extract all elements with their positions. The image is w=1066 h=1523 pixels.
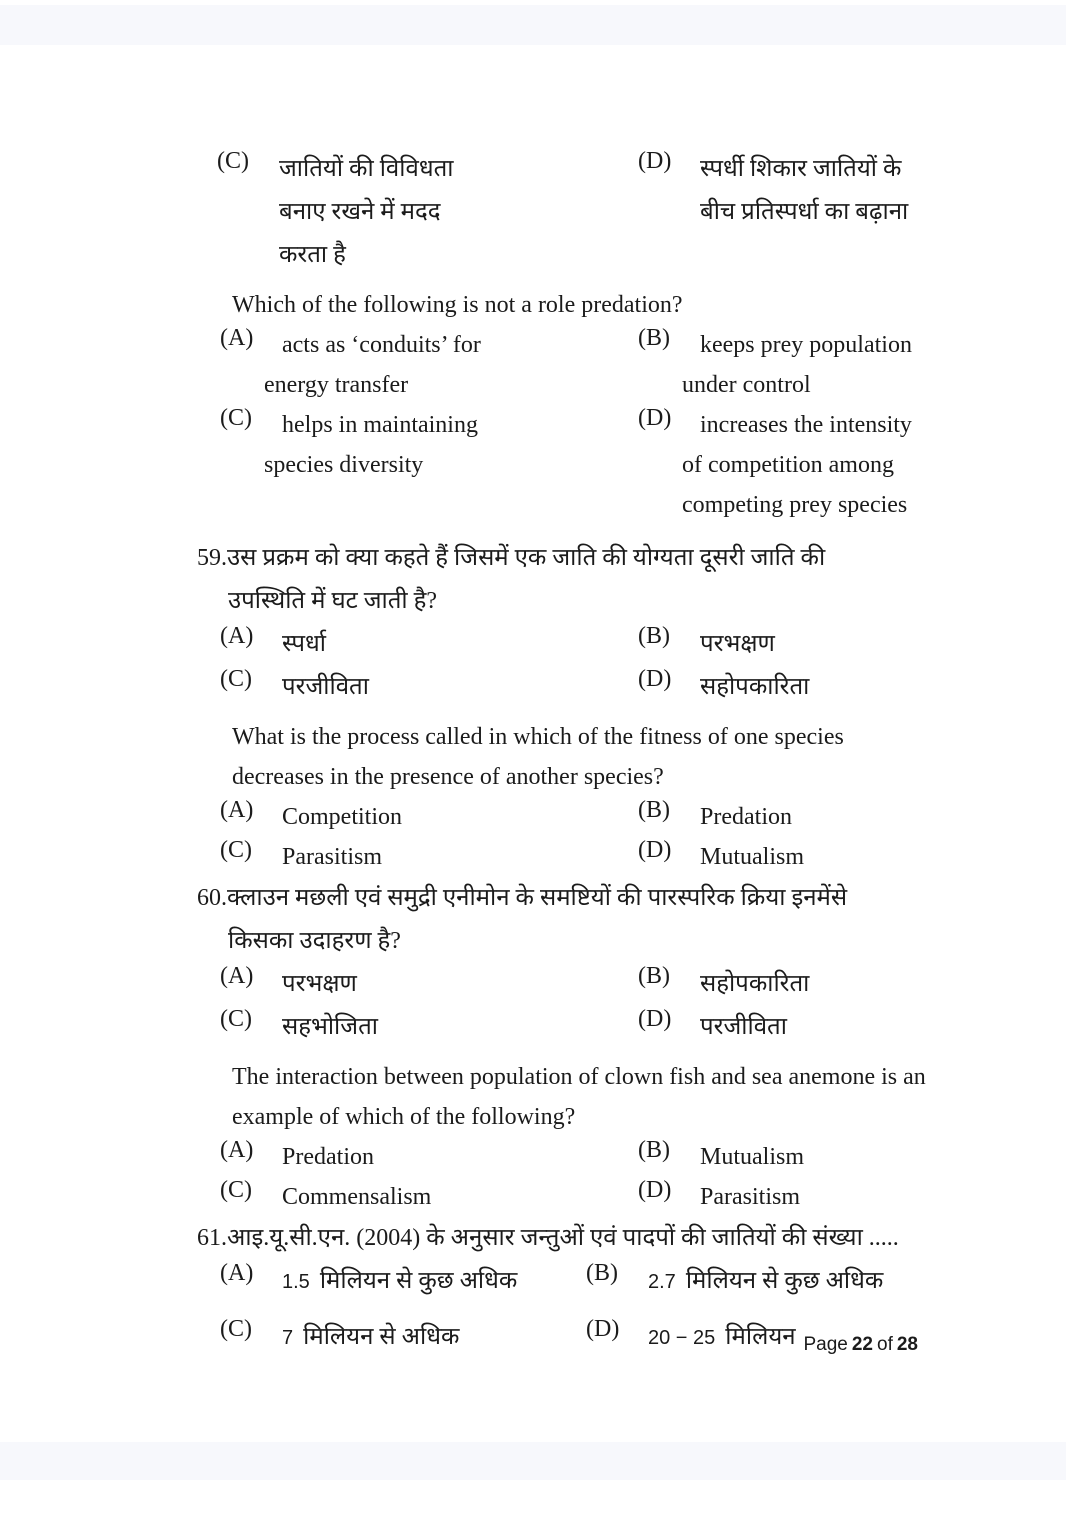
question-60-en (232, 1057, 1066, 1137)
option-a-en (220, 1137, 638, 1177)
option-a-hi (220, 623, 638, 666)
option-label: (B) (638, 623, 670, 649)
option-label: (D) (638, 666, 672, 692)
option-label: (B) (638, 797, 670, 823)
option-a-hi (220, 963, 638, 1006)
option-label: (C) (220, 837, 252, 863)
option-label: (D) (586, 1316, 620, 1342)
question-text-en: Which of the following is not a role predation? (232, 292, 683, 318)
option-number: 1.5 (282, 1271, 310, 1293)
question-text-en: example of which of the following? (232, 1104, 576, 1130)
question-60-hi-line2: किसका उदाहरण है? (228, 928, 401, 954)
option-line: जातियों की विविधता (279, 156, 454, 182)
option-row-60-en-cd (220, 1177, 1066, 1217)
option-text: Mutualism (700, 1144, 805, 1170)
option-c-en (220, 405, 638, 525)
option-c (220, 1316, 586, 1360)
option-line: बीच प्रतिस्पर्धा का बढ़ाना (700, 199, 909, 225)
option-text: सहोपकारिता (700, 971, 810, 997)
option-line: under control (682, 372, 811, 398)
option-a-en (220, 325, 638, 405)
option-text: Parasitism (282, 844, 382, 870)
option-label: (D) (638, 837, 672, 863)
option-label: (C) (220, 666, 252, 692)
option-text: मिलियन से कुछ अधिक (685, 1268, 884, 1294)
option-label: (D) (638, 148, 672, 174)
option-label: (D) (638, 405, 672, 431)
option-text: सहभोजिता (282, 1014, 378, 1040)
option-label: (C) (220, 1177, 252, 1203)
option-line: energy transfer (264, 372, 409, 398)
option-b-hi (638, 623, 1066, 666)
option-label: (A) (220, 623, 254, 649)
option-label: (B) (586, 1260, 618, 1286)
option-b (586, 1260, 1066, 1304)
option-d-en (638, 405, 1066, 525)
option-number: 7 (282, 1327, 294, 1349)
option-row-61-ab (220, 1260, 1066, 1304)
option-d-hi (638, 148, 1066, 277)
question-59-en (232, 717, 1066, 797)
option-line: acts as ‘conduits’ for (282, 332, 481, 358)
option-text: स्पर्धा (282, 631, 326, 657)
option-row-61-cd (220, 1316, 1066, 1360)
option-line: बनाए रखने में मदद (279, 199, 441, 225)
bottom-band (0, 1442, 1066, 1480)
option-line: helps in maintaining (282, 412, 478, 438)
option-row-59-en-ab (220, 797, 1066, 837)
option-a-en (220, 797, 638, 837)
option-line: keeps prey population (700, 332, 912, 358)
question-en-prev (232, 285, 1066, 325)
document-content (0, 148, 1066, 1360)
option-text: मिलियन (725, 1324, 796, 1350)
option-row-60-hi-ab (220, 963, 1066, 1006)
option-row-hi-prev (217, 148, 1066, 277)
option-label: (A) (220, 963, 254, 989)
question-59-hi (197, 537, 1066, 580)
option-c-en (220, 1177, 638, 1217)
option-b-hi (638, 963, 1066, 1006)
option-line: species diversity (264, 452, 424, 478)
page-footer (801, 1334, 920, 1356)
option-number: 20 − 25 (648, 1327, 716, 1349)
option-c-hi (220, 666, 638, 709)
option-text: परजीविता (282, 674, 369, 700)
question-text-en: What is the process called in which of the fitness of one species (232, 724, 844, 750)
question-text-en: decreases in the presence of another species? (232, 764, 664, 790)
option-b-en (638, 797, 1066, 837)
option-text: मिलियन से कुछ अधिक (319, 1268, 518, 1294)
footer-label-of: of (877, 1334, 893, 1355)
option-label: (A) (220, 1137, 254, 1163)
question-text-hi: क्लाउन मछली एवं समुद्री एनीमोन के समष्टियों की पारस्परिक क्रिया इनमेंसे (227, 885, 848, 911)
option-label: (C) (220, 405, 252, 431)
option-label: (D) (638, 1177, 672, 1203)
option-label: (B) (638, 325, 670, 351)
question-number: 60. (197, 885, 227, 911)
option-text: Competition (282, 804, 402, 830)
option-label: (A) (220, 1260, 254, 1286)
option-line: स्पर्धी शिकार जातियों के (700, 156, 902, 182)
footer-label-page: Page (803, 1334, 848, 1355)
option-text: Predation (700, 804, 792, 830)
option-a (220, 1260, 586, 1304)
option-row-59-hi-cd (220, 666, 1066, 709)
option-text: मिलियन से अधिक (303, 1324, 460, 1350)
option-text (264, 405, 638, 485)
question-61-hi (197, 1217, 1066, 1260)
top-band (0, 5, 1066, 45)
option-row-60-hi-cd (220, 1006, 1066, 1049)
question-text-hi: आइ.यू.सी.एन. (2004) के अनुसार जन्तुओं एवं पादपों की जातियों की संख्या ..... (227, 1225, 899, 1251)
option-label: (B) (638, 1137, 670, 1163)
option-label: (C) (220, 1316, 252, 1342)
option-line: of competition among (682, 452, 894, 478)
option-label: (A) (220, 797, 254, 823)
option-c-hi (217, 148, 638, 277)
option-text (682, 325, 1066, 405)
option-b-en (638, 1137, 1066, 1177)
option-text (264, 325, 638, 405)
question-number: 59. (197, 545, 227, 571)
question-text-en: The interaction between population of clown fish and sea anemone is an (232, 1064, 926, 1090)
option-line: increases the intensity (700, 412, 912, 438)
option-text: Mutualism (700, 844, 805, 870)
option-d-hi (638, 1006, 1066, 1049)
option-number: 2.7 (648, 1271, 676, 1293)
option-label: (C) (220, 1006, 252, 1032)
option-text: Predation (282, 1144, 374, 1170)
option-row-en-prev-cd (220, 405, 1066, 525)
option-text (682, 405, 1066, 525)
option-b-en (638, 325, 1066, 405)
option-label: (C) (217, 148, 249, 174)
option-label: (D) (638, 1006, 672, 1032)
option-line: competing prey species (682, 492, 908, 518)
footer-total-pages: 28 (896, 1334, 918, 1355)
question-number: 61. (197, 1225, 227, 1251)
option-row-en-prev-ab (220, 325, 1066, 405)
option-label: (A) (220, 325, 254, 351)
option-text: Parasitism (700, 1184, 800, 1210)
option-text: Commensalism (282, 1184, 432, 1210)
option-d-en (638, 837, 1066, 877)
option-c-en (220, 837, 638, 877)
option-row-59-hi-ab (220, 623, 1066, 666)
option-line: करता है (279, 242, 346, 268)
footer-page-number: 22 (851, 1334, 873, 1355)
option-text: परभक्षण (700, 631, 775, 657)
question-text-hi: उस प्रक्रम को क्या कहते हैं जिसमें एक जाति की योग्यता दूसरी जाति की (227, 545, 826, 571)
option-text (700, 148, 1066, 234)
option-text: सहोपकारिता (700, 674, 810, 700)
question-60-hi (197, 877, 1066, 920)
option-row-60-en-ab (220, 1137, 1066, 1177)
option-d-en (638, 1177, 1066, 1217)
option-label: (B) (638, 963, 670, 989)
option-text: परजीविता (700, 1014, 787, 1040)
option-row-59-en-cd (220, 837, 1066, 877)
option-text: परभक्षण (282, 971, 357, 997)
option-text (279, 148, 638, 277)
question-59-hi-line2: उपस्थिति में घट जाती है? (228, 588, 438, 614)
option-c-hi (220, 1006, 638, 1049)
option-d-hi (638, 666, 1066, 709)
